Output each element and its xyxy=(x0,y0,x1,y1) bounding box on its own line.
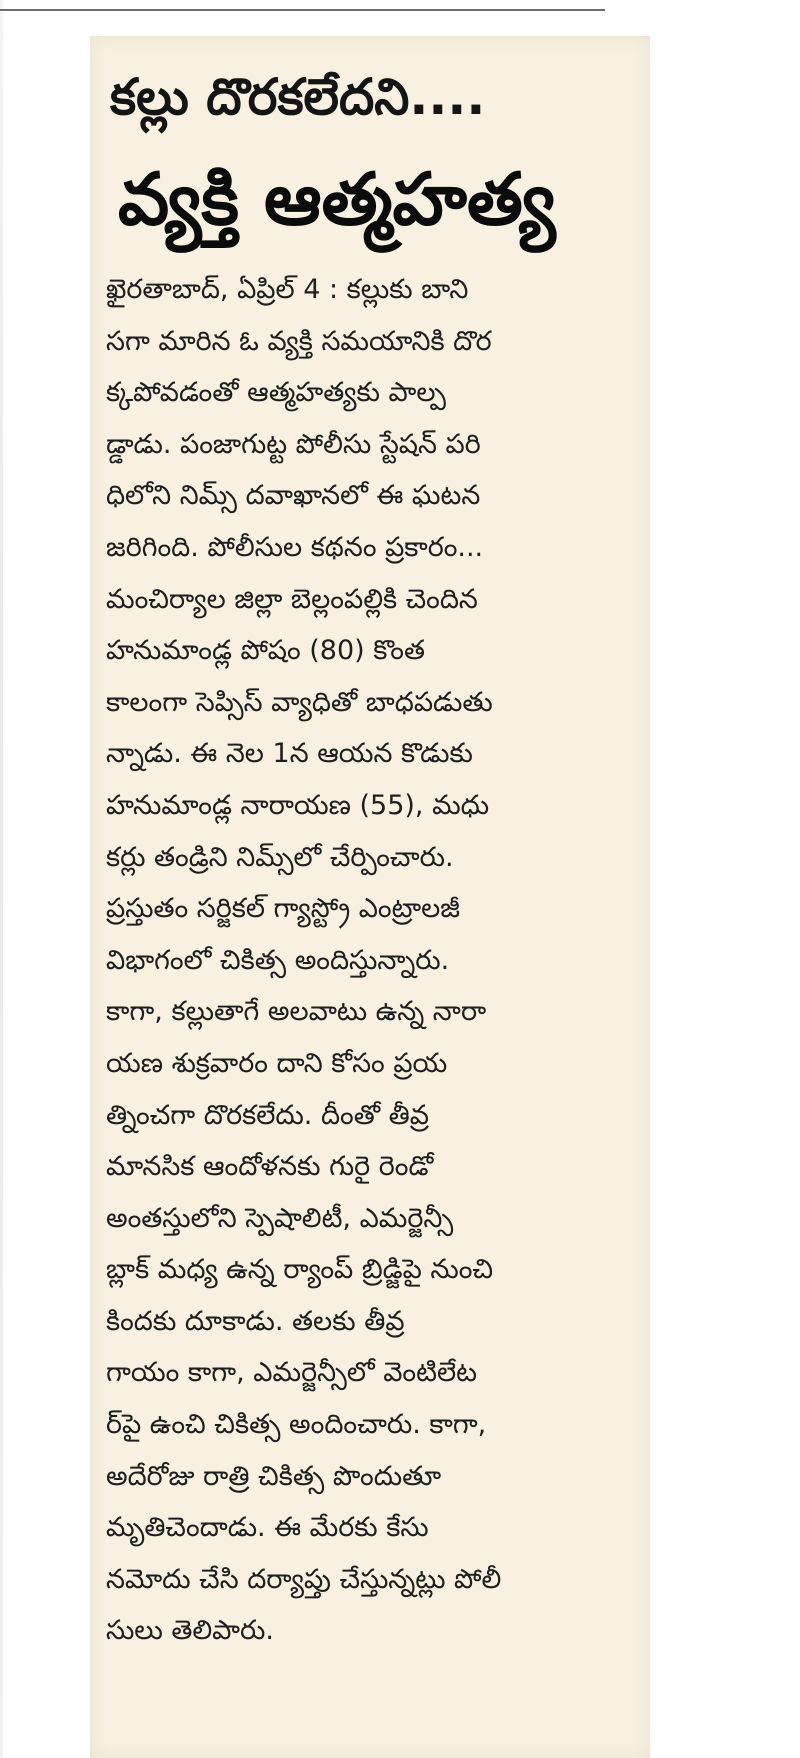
article-body-line: ప్రస్తుతం సర్జికల్ గ్యాస్ట్రో ఎంట్రాలజీ xyxy=(106,893,461,925)
article-body-line: గాయం కాగా, ఎమర్జెన్సీలో వెంటిలేట xyxy=(106,1357,477,1389)
article-body-line: మంచిర్యాల జిల్లా బెల్లంపల్లికి చెందిన xyxy=(106,583,478,615)
article-body-line: న్నాడు. ఈ నెల 1న ఆయన కొడుకు xyxy=(106,738,473,770)
article-body-line: త్నించగా దొరకలేదు. దీంతో తీవ్ర xyxy=(106,1099,429,1131)
article-body-line: మానసిక ఆందోళనకు గురై రెండో xyxy=(106,1151,434,1183)
newspaper-clipping xyxy=(90,36,650,1758)
article-body-line: కాగా, కల్లుతాగే అలవాటు ఉన్న నారా xyxy=(106,996,487,1028)
article-body-line: సగా మారిన ఓ వ్యక్తి సమయానికి దొర xyxy=(106,325,492,357)
article-body-line: మృతిచెందాడు. ఈ మేరకు కేసు xyxy=(106,1512,429,1544)
article-body-line: క్కపోవడంతో ఆత్మహత్యకు పాల్ప xyxy=(106,377,446,409)
article-body-line: హనుమాండ్ల నారాయణ (55), మధు xyxy=(106,789,490,821)
article-body xyxy=(106,264,636,1657)
article-body-line: ఖైరతాబాద్, ఏప్రిల్ 4 : కల్లుకు బాని xyxy=(106,274,469,305)
article-body-line: ధిలోని నిమ్స్ దవాఖానలో ఈ ఘటన xyxy=(106,480,481,512)
article-body-line: నమోదు చేసి దర్యాప్తు చేస్తున్నట్లు పోలీ xyxy=(106,1563,502,1595)
article-body-line: విభాగంలో చికిత్స అందిస్తున్నారు. xyxy=(106,944,450,976)
article-body-line: సులు తెలిపారు. xyxy=(106,1615,274,1647)
article-kicker: కల్లు దొరకలేదని.... xyxy=(110,68,486,126)
article-body-line: కాలంగా సెప్సిస్ వ్యాధితో బాధపడుతు xyxy=(106,686,493,718)
article-body-line: ర్‌పై ఉంచి చికిత్స అందించారు. కాగా, xyxy=(106,1409,487,1441)
article-headline: వ్యక్తి ఆత్మహత్య xyxy=(118,157,556,241)
article-body-line: కర్లు తండ్రిని నిమ్స్‌లో చేర్పించారు. xyxy=(106,841,454,873)
article-body-line: యణ శుక్రవారం దాని కోసం ప్రయ xyxy=(106,1047,448,1079)
article-body-line: జరిగింది. పోలీసుల కథనం ప్రకారం... xyxy=(106,531,484,563)
article-body-line: బ్లాక్ మధ్య ఉన్న ర్యాంప్ బ్రిడ్జిపై నుంచి xyxy=(106,1254,494,1286)
article-body-line: కిందకు దూకాడు. తలకు తీవ్ర xyxy=(106,1305,405,1337)
article-body-line: హనుమాండ్ల పోషం (80) కొంత xyxy=(106,635,425,667)
top-divider-rule xyxy=(0,9,605,11)
article-body-line: డ్డాడు. పంజాగుట్ట పోలీసు స్టేషన్ పరి xyxy=(106,428,481,460)
article-body-line: అదేరోజు రాత్రి చికిత్స పొందుతూ xyxy=(106,1460,442,1492)
page-edge xyxy=(0,0,3,1758)
article-body-line: అంతస్తులోని స్పెషాలిటీ, ఎమర్జెన్సీ xyxy=(106,1202,454,1234)
